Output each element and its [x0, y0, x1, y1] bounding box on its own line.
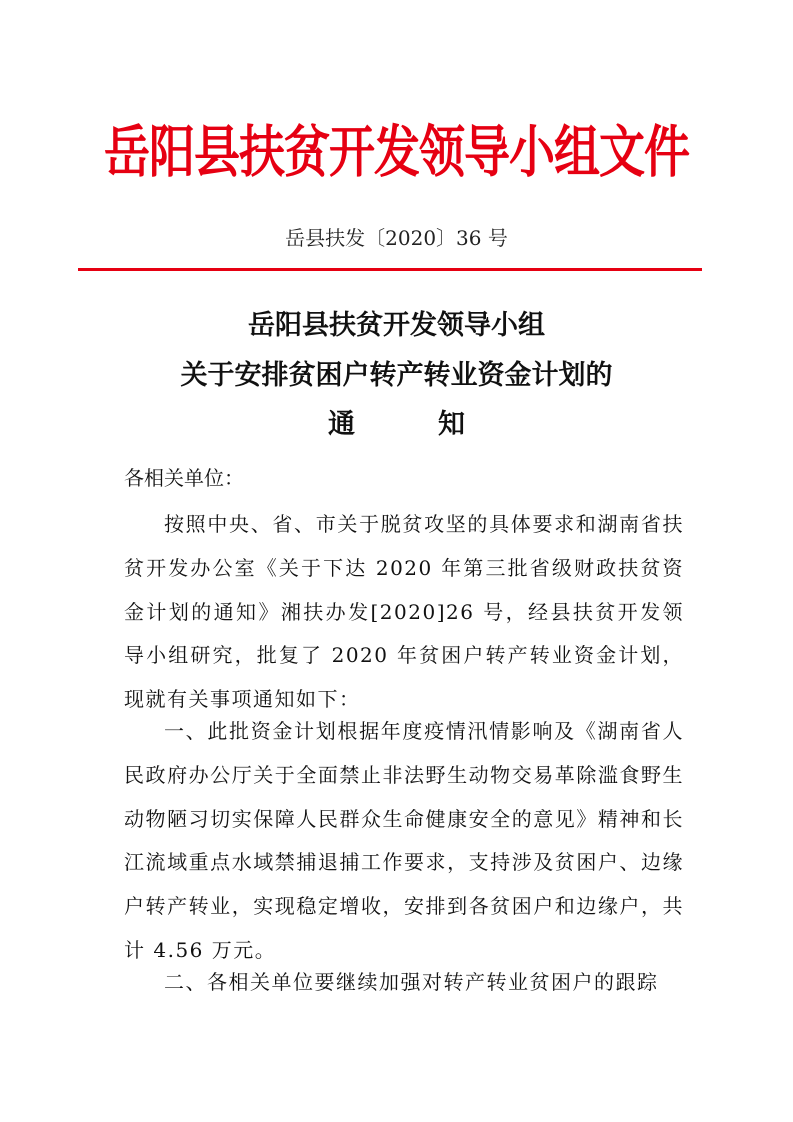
notice-title-char-tong: 通 — [328, 409, 355, 440]
body-paragraph-2: 一、此批资金计划根据年度疫情汛情影响及《湖南省人民政府办公厅关于全面禁止非法野生动物交易革除滥食野生动物陋习切实保障人民群众生命健康安全的意见》精神和长江流域重点水域禁捕退捕工作要求，支持涉及贫困户、边缘户转产转业，实现稳定增收，安排到各贫困户和边缘户，共计 4.56 万元。 — [124, 719, 684, 962]
masthead-title: 岳阳县扶贫开发领导小组文件 — [104, 118, 689, 185]
notice-title-line-1: 岳阳县扶贫开发领导小组 — [248, 310, 545, 341]
body-paragraph-1: 按照中央、省、市关于脱贫攻坚的具体要求和湖南省扶贫开发办公室《关于下达 2020 年第三批省级财政扶贫资金计划的通知》湘扶办发[2020]26 号，经县扶贫开发领导小组研究，批复了 2020 年贫困户转产转业资金计划，现就有关事项通知如下： — [124, 512, 684, 712]
salutation: 各相关单位： — [124, 466, 244, 490]
body-paragraph-3: 二、各相关单位要继续加强对转产转业贫困户的跟踪 — [164, 970, 659, 994]
red-divider-line — [78, 268, 702, 271]
notice-title-line-3 — [0, 402, 793, 442]
notice-title-line-2: 关于安排贫困户转产转业资金计划的 — [180, 360, 613, 391]
document-number: 岳县扶发〔2020〕36 号 — [285, 226, 508, 250]
notice-title-char-zhi: 知 — [438, 409, 465, 440]
